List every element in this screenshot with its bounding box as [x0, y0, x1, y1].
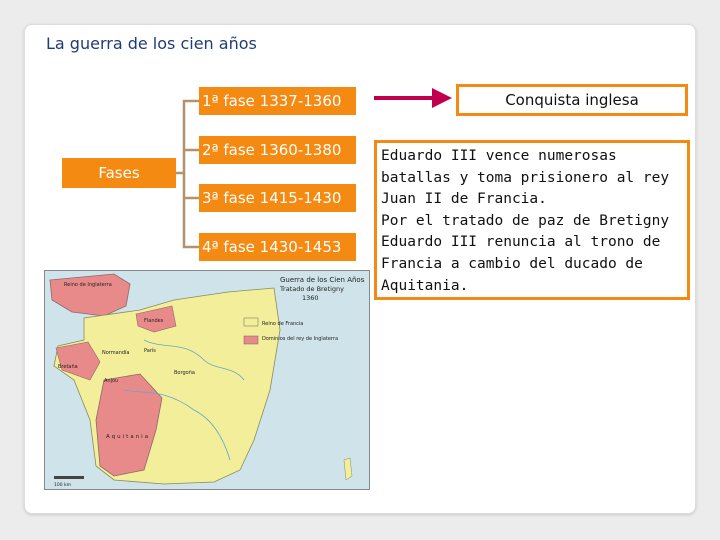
- map-label: Flandes: [144, 318, 164, 324]
- map-label: Bretaña: [58, 364, 78, 370]
- map-scale-label: 100 km: [54, 483, 72, 488]
- description-line: Por el tratado de paz de Bretigny: [381, 212, 670, 229]
- france-map: [44, 270, 370, 490]
- map-title-line: 1360: [302, 294, 319, 302]
- description-line: Aquitania.: [381, 277, 469, 294]
- description-line: batallas y toma prisionero al rey: [381, 169, 670, 186]
- legend-label-france: Reino de Francia: [262, 321, 304, 327]
- arrow-to-conquest: [374, 88, 452, 108]
- map-scale-bar: [54, 476, 84, 479]
- map-label: Normandía: [102, 350, 130, 356]
- map-label: Aquitania: [106, 434, 151, 440]
- map-label: Reino de Inglaterra: [64, 282, 112, 288]
- conquest-box: Conquista inglesa: [456, 84, 688, 116]
- legend-swatch-france: [244, 318, 258, 326]
- description-line: Eduardo III vence numerosas: [381, 148, 617, 164]
- description-line: Juan II de Francia.: [381, 191, 547, 208]
- map-title-line: Tratado de Bretigny: [280, 285, 344, 293]
- phase-1-box: 1ª fase 1337-1360: [199, 87, 356, 115]
- phase-2-box: 2ª fase 1360-1380: [199, 136, 356, 164]
- slide-title: La guerra de los cien años: [46, 34, 257, 53]
- phase-3-box: 3ª fase 1415-1430: [199, 184, 356, 212]
- map-label: París: [144, 348, 156, 354]
- map-label: Borgoña: [174, 370, 195, 376]
- description-line: Eduardo III renuncia al trono de: [381, 234, 661, 251]
- description-line: Francia a cambio del ducado de: [381, 255, 643, 272]
- legend-swatch-england: [244, 336, 258, 344]
- legend-label-england: Dominios del rey de Inglaterra: [262, 336, 339, 342]
- map-title-line: Guerra de los Cien Años: [280, 276, 365, 284]
- fases-box: Fases: [62, 158, 176, 188]
- map-label: Anjou: [104, 378, 119, 384]
- description-box: [374, 140, 690, 300]
- phase-4-box: 4ª fase 1430-1453: [199, 233, 356, 261]
